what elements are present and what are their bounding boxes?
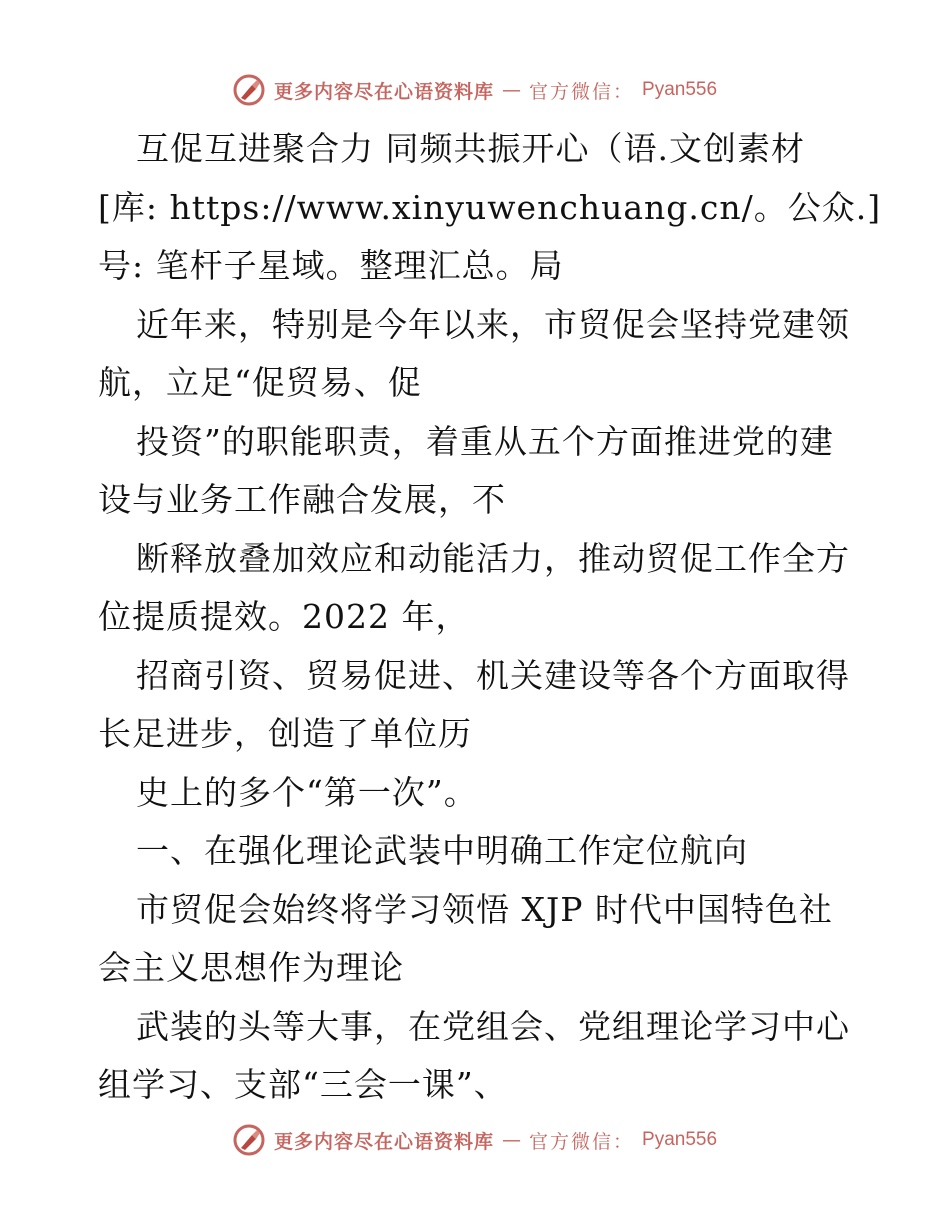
text-line: 市贸促会始终将学习领悟 XJP 时代中国特色社 (136, 889, 833, 929)
text-line: 会主义思想作为理论 (98, 948, 404, 987)
banner-wechat-id: Pyan556 (642, 79, 718, 100)
text-line: 位提质提效。2022 年， (98, 597, 470, 636)
pen-nib-circle-icon (232, 73, 266, 107)
banner-wechat-label: 官方微信： (529, 80, 635, 103)
text-line: 近年来，特别是今年以来，市贸促会坚持党建领 (136, 304, 850, 344)
text-line: 招商引资、贸易促进、机关建设等各个方面取得 (136, 655, 850, 695)
banner-dash: — (502, 1129, 522, 1151)
text-line: 武装的头等大事，在党组会、党组理论学习中心 (136, 1006, 850, 1046)
text-line: 号: 笔杆子星域。整理汇总。局 (98, 246, 564, 285)
text-line: 组学习、支部“三会一课”、 (98, 1065, 508, 1104)
banner-wechat-label: 官方微信： (529, 1130, 635, 1153)
footer-banner (232, 1120, 717, 1160)
text-line: 断释放叠加效应和动能活力，推动贸促工作全方 (136, 538, 850, 578)
document-body (98, 120, 882, 1115)
text-line: 史上的多个“第一次”。 (136, 772, 478, 812)
header-banner (232, 70, 717, 110)
text-line: 一、在强化理论武装中明确工作定位航向 (136, 831, 748, 870)
text-line: 航，立足“促贸易、促 (98, 363, 422, 402)
banner-title: 更多内容尽在心语资料库 (274, 80, 495, 103)
text-line: 长足进步，创造了单位历 (98, 714, 472, 753)
text-line: [库: https://www.xinyuwenchuang.cn/。公众.] (98, 187, 882, 227)
banner-dash: — (502, 79, 522, 101)
banner-wechat-id: Pyan556 (642, 1129, 718, 1150)
pen-nib-circle-icon (232, 1123, 266, 1157)
text-line: 设与业务工作融合发展，不 (98, 480, 506, 519)
text-line: 投资”的职能职责，着重从五个方面推进党的建 (136, 421, 834, 461)
banner-title: 更多内容尽在心语资料库 (274, 1130, 495, 1153)
text-line: 互促互进聚合力 同频共振开心（语.文创素材 (136, 129, 805, 168)
